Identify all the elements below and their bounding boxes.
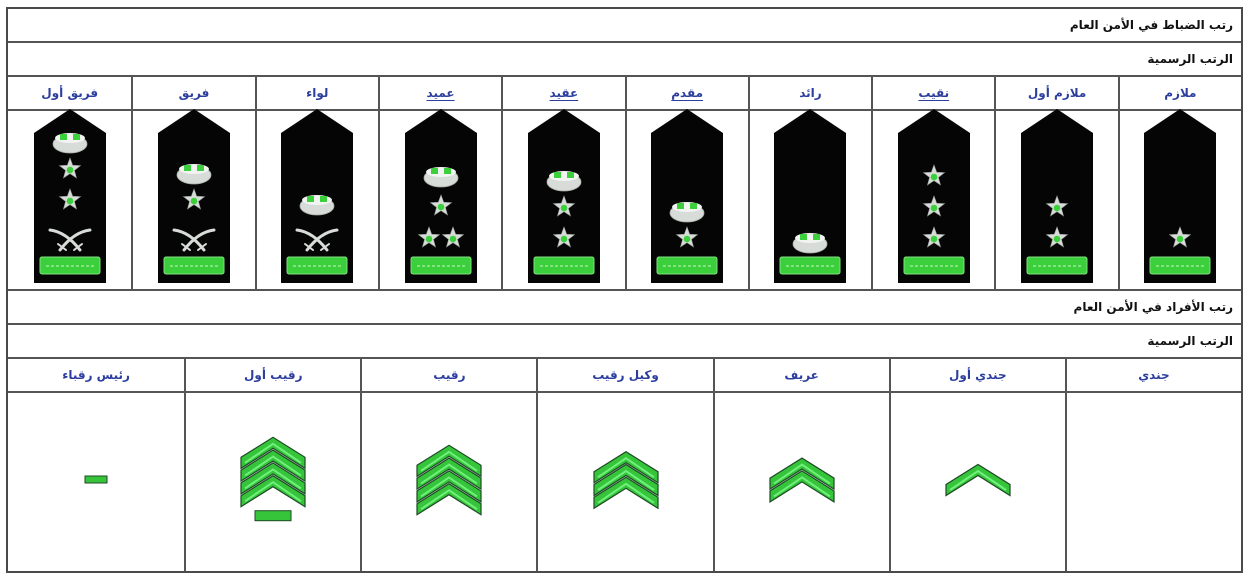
crown-icon xyxy=(300,195,334,215)
public-security-tab-icon xyxy=(1150,257,1210,274)
officers-title: رتب الضباط في الأمن العام xyxy=(1069,18,1233,32)
officers-subtitle: الرتب الرسمية xyxy=(1147,52,1233,66)
epaulette-icon xyxy=(158,109,230,289)
enlisted-rank-label: جندي أول xyxy=(948,368,1007,382)
chevron-insignia-icon xyxy=(762,430,842,534)
public-security-tab-icon xyxy=(904,257,964,274)
enlisted-insignia-cell xyxy=(889,393,1065,571)
enlisted-insignia-cell xyxy=(360,393,536,571)
crown-icon xyxy=(424,167,458,187)
enlisted-insignia-cell xyxy=(536,393,712,571)
officer-rank-label: ملازم أول xyxy=(1027,86,1087,100)
officers-title-row xyxy=(8,9,1241,43)
officer-insignia-cell xyxy=(8,111,131,289)
chevron-insignia-icon xyxy=(586,430,666,534)
chevron-insignia-icon xyxy=(409,430,489,534)
epaulette-icon xyxy=(528,109,600,289)
enlisted-insignia-cell xyxy=(713,393,889,571)
public-security-tab-icon xyxy=(164,257,224,274)
enlisted-rank-label-cell xyxy=(8,359,184,391)
officer-rank-label-cell[interactable] xyxy=(378,77,501,109)
officer-rank-label-cell xyxy=(255,77,378,109)
enlisted-subtitle: الرتب الرسمية xyxy=(1147,334,1233,348)
officer-rank-link[interactable]: عميد xyxy=(426,86,455,100)
epaulette-icon xyxy=(34,109,106,289)
officer-insignia-cell xyxy=(131,111,254,289)
officer-rank-label-cell[interactable] xyxy=(871,77,994,109)
public-security-tab-icon xyxy=(534,257,594,274)
epaulette-icon xyxy=(774,109,846,289)
enlisted-rank-label-cell xyxy=(713,359,889,391)
epaulette-icon xyxy=(651,109,723,289)
officer-rank-label: ملازم xyxy=(1164,86,1197,100)
officer-insignia-cell xyxy=(378,111,501,289)
enlisted-subtitle-row xyxy=(8,325,1241,359)
enlisted-rank-label: رئيس رقباء xyxy=(62,368,130,382)
enlisted-insignia-row xyxy=(8,393,1241,571)
officer-insignia-row xyxy=(8,111,1241,291)
officer-insignia-cell xyxy=(871,111,994,289)
crown-icon xyxy=(177,164,211,184)
bar-stripe xyxy=(255,511,291,521)
epaulette-icon xyxy=(281,109,353,289)
public-security-tab-icon xyxy=(287,257,347,274)
public-security-tab-icon xyxy=(1027,257,1087,274)
officer-insignia-cell xyxy=(625,111,748,289)
enlisted-rank-label: جندي xyxy=(1138,368,1170,382)
officer-rank-label: فريق أول xyxy=(41,86,99,100)
officer-insignia-cell xyxy=(501,111,624,289)
enlisted-rank-label: رقيب xyxy=(433,368,466,382)
epaulette-icon xyxy=(1144,109,1216,289)
crown-icon xyxy=(53,133,87,153)
enlisted-rank-label-cell xyxy=(1065,359,1241,391)
chevron-insignia-icon xyxy=(938,430,1018,534)
enlisted-title-row xyxy=(8,291,1241,325)
bar-stripe xyxy=(85,476,107,483)
crown-icon xyxy=(793,233,827,253)
officer-rank-label-cell xyxy=(1118,77,1241,109)
enlisted-rank-label: وكيل رقيب xyxy=(592,368,659,382)
officer-rank-label-cell xyxy=(994,77,1117,109)
officer-rank-link[interactable]: مقدم xyxy=(671,86,704,100)
officer-rank-label: رائد xyxy=(799,86,822,100)
public-security-tab-icon xyxy=(411,257,471,274)
officer-rank-label-cell xyxy=(748,77,871,109)
epaulette-icon xyxy=(1021,109,1093,289)
officer-rank-label-cell[interactable] xyxy=(625,77,748,109)
officer-insignia-cell xyxy=(748,111,871,289)
officers-subtitle-row xyxy=(8,43,1241,77)
chevron-stripe xyxy=(946,465,1010,496)
epaulette-icon xyxy=(405,109,477,289)
enlisted-insignia-cell xyxy=(184,393,360,571)
enlisted-rank-label: عريف xyxy=(784,368,819,382)
enlisted-rank-label-cell xyxy=(536,359,712,391)
officer-insignia-cell xyxy=(255,111,378,289)
public-security-tab-icon xyxy=(780,257,840,274)
ranks-table xyxy=(6,7,1243,573)
enlisted-rank-labels-row xyxy=(8,359,1241,393)
enlisted-insignia-cell xyxy=(8,393,184,571)
enlisted-rank-label-cell xyxy=(184,359,360,391)
crown-icon xyxy=(547,171,581,191)
officer-rank-label: لواء xyxy=(306,86,329,100)
officer-rank-label: فريق xyxy=(178,86,210,100)
public-security-tab-icon xyxy=(657,257,717,274)
chevron-insignia-icon xyxy=(233,430,313,534)
officer-rank-label-cell xyxy=(8,77,131,109)
enlisted-rank-label: رقيب أول xyxy=(243,368,303,382)
enlisted-rank-label-cell xyxy=(889,359,1065,391)
public-security-tab-icon xyxy=(40,257,100,274)
officer-rank-link[interactable]: نقيب xyxy=(918,86,950,100)
officer-rank-labels-row xyxy=(8,77,1241,111)
enlisted-insignia-cell xyxy=(1065,393,1241,571)
officer-rank-link[interactable]: عقيد xyxy=(549,86,579,100)
epaulette-icon xyxy=(898,109,970,289)
officer-rank-label-cell[interactable] xyxy=(501,77,624,109)
crown-icon xyxy=(670,202,704,222)
enlisted-rank-label-cell xyxy=(360,359,536,391)
officer-insignia-cell xyxy=(994,111,1117,289)
enlisted-title: رتب الأفراد في الأمن العام xyxy=(1073,300,1233,314)
chevron-insignia-icon xyxy=(56,430,136,534)
officer-insignia-cell xyxy=(1118,111,1241,289)
officer-rank-label-cell xyxy=(131,77,254,109)
